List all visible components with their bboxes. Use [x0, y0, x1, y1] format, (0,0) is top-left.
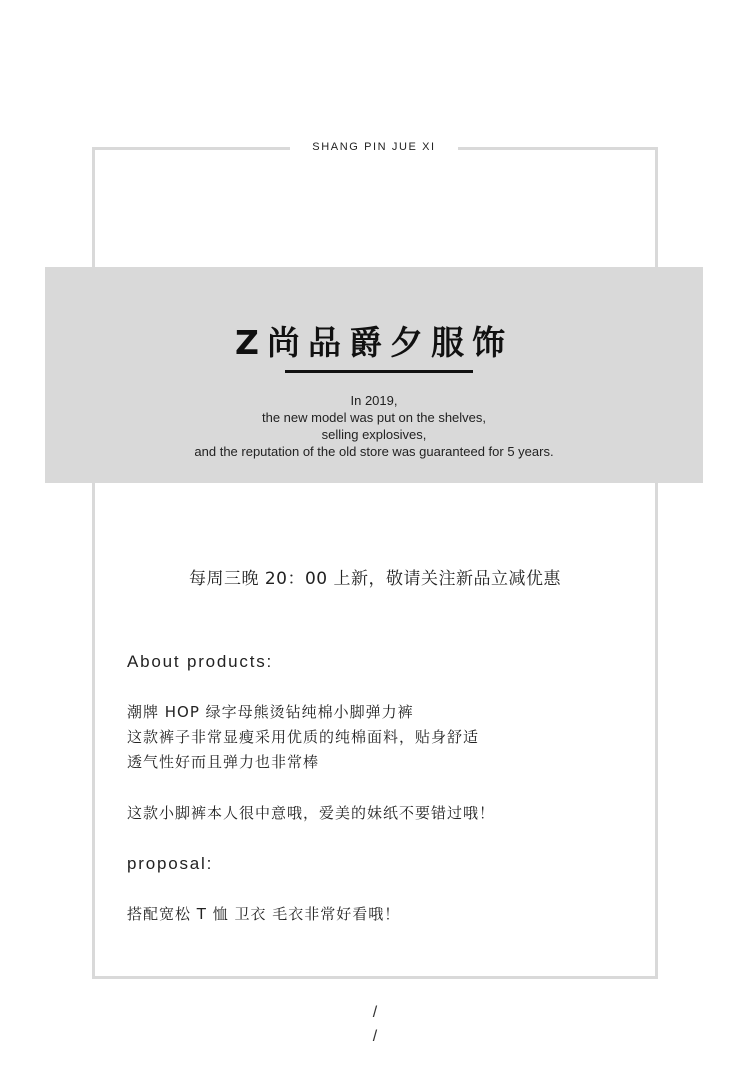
frame-label: SHANG PIN JUE XI — [290, 137, 458, 157]
brand-title: Z尚品爵夕服饰 — [235, 323, 513, 362]
product-description — [127, 650, 627, 927]
subtitle-line: In 2019, — [350, 393, 398, 408]
subtitle-line: and the reputation of the old store was guaranteed for 5 years. — [194, 444, 554, 459]
banner-subtitle — [45, 392, 703, 460]
subtitle-line: selling explosives, — [321, 427, 427, 442]
about-line: 潮牌 HOP 绿字母熊烫钻纯棉小脚弹力裤 — [127, 703, 414, 721]
about-heading: About products: — [127, 652, 274, 671]
title-underline — [285, 370, 473, 373]
subtitle-line: the new model was put on the shelves, — [261, 410, 487, 425]
footer-slash: / — [372, 1028, 378, 1045]
release-schedule: 每周三晚 20：00 上新，敬请关注新品立减优惠 — [188, 569, 562, 589]
proposal-heading: proposal: — [127, 854, 214, 873]
about-line: 透气性好而且弹力也非常棒 — [127, 753, 320, 771]
about-note: 这款小脚裤本人很中意哦，爱美的妹纸不要错过哦！ — [127, 804, 496, 822]
footer-slash: / — [372, 1004, 378, 1021]
proposal-line: 搭配宽松 T 恤 卫衣 毛衣非常好看哦！ — [127, 905, 401, 923]
title-banner — [45, 267, 703, 483]
about-line: 这款裤子非常显瘦采用优质的纯棉面料，贴身舒适 — [127, 728, 480, 746]
